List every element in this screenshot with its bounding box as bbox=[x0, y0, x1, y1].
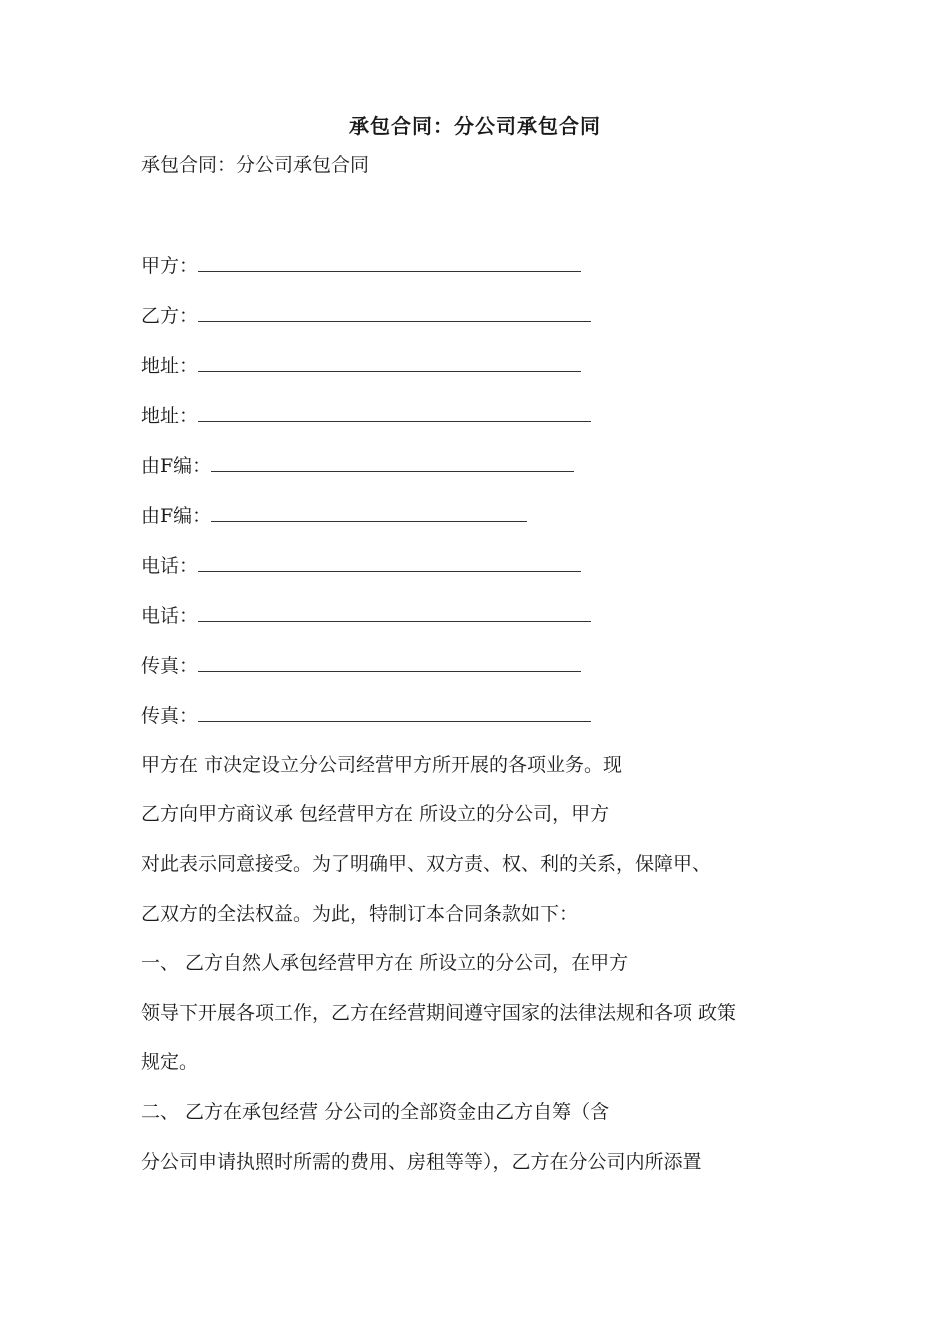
field-party-b bbox=[141, 303, 591, 329]
body-line: 乙双方的全法权益。为此，特制订本合同条款如下： bbox=[141, 903, 579, 925]
field-label: 电话： bbox=[141, 555, 199, 577]
field-label: 地址： bbox=[141, 405, 199, 427]
field-party-a bbox=[141, 253, 581, 279]
field-address-a bbox=[141, 353, 581, 379]
field-fax-a bbox=[141, 653, 581, 679]
field-label: 由F编： bbox=[141, 455, 212, 477]
body-line: 一、 乙方自然人承包经营甲方在 所设立的分公司，在甲方 bbox=[141, 952, 629, 974]
fill-blank bbox=[198, 403, 591, 422]
field-address-b bbox=[141, 403, 591, 429]
body-line: 对此表示同意接受。为了明确甲、双方责、权、利的关系，保障甲、 bbox=[141, 853, 712, 875]
field-label: 传真： bbox=[141, 705, 199, 727]
fill-blank bbox=[198, 703, 591, 722]
field-label: 甲方： bbox=[141, 255, 199, 277]
body-line: 分公司申请执照时所需的费用、房租等等），乙方在分公司内所添置 bbox=[141, 1151, 702, 1173]
field-phone-a bbox=[141, 553, 581, 579]
field-postcode-b bbox=[141, 503, 527, 529]
field-label: 电话： bbox=[141, 605, 199, 627]
fill-blank bbox=[198, 303, 591, 322]
document-title: 承包合同：分公司承包合同 bbox=[349, 114, 601, 138]
field-label: 乙方： bbox=[141, 305, 199, 327]
field-label: 地址： bbox=[141, 355, 199, 377]
body-line: 甲方在 市决定设立分公司经营甲方所开展的各项业务。现 bbox=[141, 754, 623, 776]
document-subtitle: 承包合同：分公司承包合同 bbox=[141, 154, 370, 176]
fill-blank bbox=[198, 553, 581, 572]
fill-blank bbox=[198, 653, 581, 672]
body-line: 乙方向甲方商议承 包经营甲方在 所设立的分公司，甲方 bbox=[141, 803, 610, 825]
fill-blank bbox=[198, 603, 591, 622]
field-phone-b bbox=[141, 603, 591, 629]
field-postcode-a bbox=[141, 453, 574, 479]
fill-blank bbox=[198, 253, 581, 272]
fill-blank bbox=[211, 453, 574, 472]
fill-blank bbox=[211, 503, 527, 522]
body-line: 规定。 bbox=[141, 1051, 199, 1073]
field-fax-b bbox=[141, 703, 591, 729]
field-label: 由F编： bbox=[141, 505, 212, 527]
fill-blank bbox=[198, 353, 581, 372]
field-label: 传真： bbox=[141, 655, 199, 677]
body-line: 领导下开展各项工作，乙方在经营期间遵守国家的法律法规和各项 政策 bbox=[141, 1002, 737, 1024]
body-line: 二、 乙方在承包经营 分公司的全部资金由乙方自筹（含 bbox=[141, 1101, 610, 1123]
